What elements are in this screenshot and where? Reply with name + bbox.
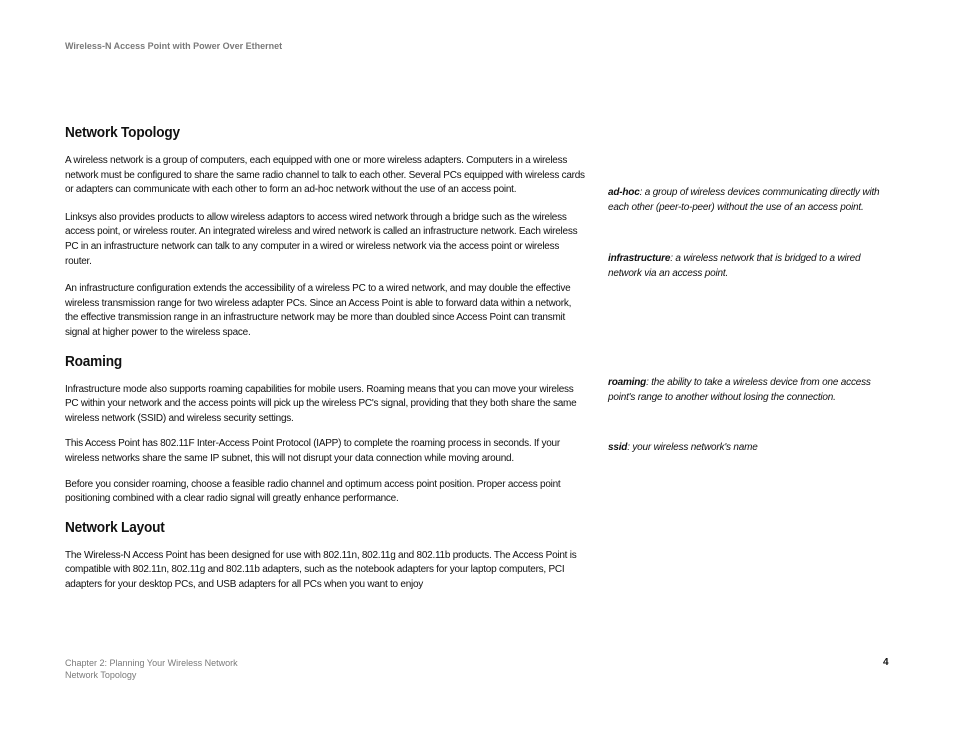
glossary-term: infrastructure [608, 253, 671, 264]
glossary-infrastructure [608, 252, 893, 281]
footer-chapter: Chapter 2: Planning Your Wireless Network [65, 658, 238, 668]
glossary-ssid [608, 441, 893, 456]
main-content [65, 125, 585, 605]
glossary-term: roaming [608, 377, 647, 388]
paragraph-roaming-1: Infrastructure mode also supports roaming capabilities for mobile users. Roaming means that you can move your wireless PC within your network and the access points will pick up the wireless PC's signal, providing that they both share the same wireless network (SSID) and wireless security settings. [65, 383, 577, 424]
glossary-term: ssid [608, 442, 628, 453]
glossary-definition: : a wireless network that is bridged to a wired network via an access point. [608, 253, 861, 279]
paragraph-topology-3: An infrastructure configuration extends the accessibility of a wireless PC to a wired network, and may double the effective wireless transmission range for two wireless adapter PCs. Since an Access Point is able to forward data within a network, the effective transmission range in an infrastructure network may be more than doubled since Access Point can transmit signal at higher power to the wireless space. [65, 283, 572, 338]
glossary-definition: : a group of wireless devices communicating directly with each other (peer-to-peer) without the use of an access point. [608, 187, 880, 213]
paragraph-topology-2: Linksys also provides products to allow wireless adaptors to access wired network through a bridge such as the wireless access point, or wireless router. An integrated wireless and wired network is called an infrastructure network. Each wireless PC in an infrastructure network can talk to any computer in a wired or wireless network via the access point or wireless router. [65, 211, 578, 267]
running-header: Wireless-N Access Point with Power Over Ethernet [65, 41, 283, 51]
glossary-roaming [608, 376, 893, 405]
page-number: 4 [883, 657, 889, 668]
paragraph-layout-1: The Wireless-N Access Point has been designed for use with 802.11n, 802.11g and 802.11b products. The Access Point is compatible with 802.11n, 802.11g and 802.11b adapters, such as the notebook adapters for your laptop computers, PCI adapters for your desktop PCs, and USB adapters for all PCs when you want to enjoy [65, 549, 577, 590]
heading-network-topology: Network Topology [65, 125, 180, 141]
paragraph-roaming-2: This Access Point has 802.11F Inter-Access Point Protocol (IAPP) to complete the roaming process in seconds. If your wireless networks share the same IP subnet, this will not disrupt your data connection while moving around. [65, 438, 560, 464]
heading-roaming: Roaming [65, 353, 123, 370]
paragraph-topology-1: A wireless network is a group of computers, each equipped with one or more wireless adapters. Computers in a wireless network must be configured to share the same radio channel to talk to each other. Several PCs equipped with wireless cards or adapters can communicate with each other to form an ad-hoc network without the use of an access point. [65, 155, 585, 196]
glossary-definition: : the ability to take a wireless device from one access point's range to another without losing the connection. [608, 377, 871, 403]
heading-network-layout: Network Layout [65, 519, 165, 536]
paragraph-roaming-3: Before you consider roaming, choose a feasible radio channel and optimum access point position. Proper access point positioning combined with a clear radio signal will greatly enhance performance. [65, 478, 561, 505]
glossary-ad-hoc [608, 186, 893, 215]
footer-section: Network Topology [65, 670, 137, 680]
footer [65, 657, 238, 681]
glossary-definition: : your wireless network's name [627, 442, 758, 453]
glossary-term: ad-hoc [608, 187, 640, 198]
